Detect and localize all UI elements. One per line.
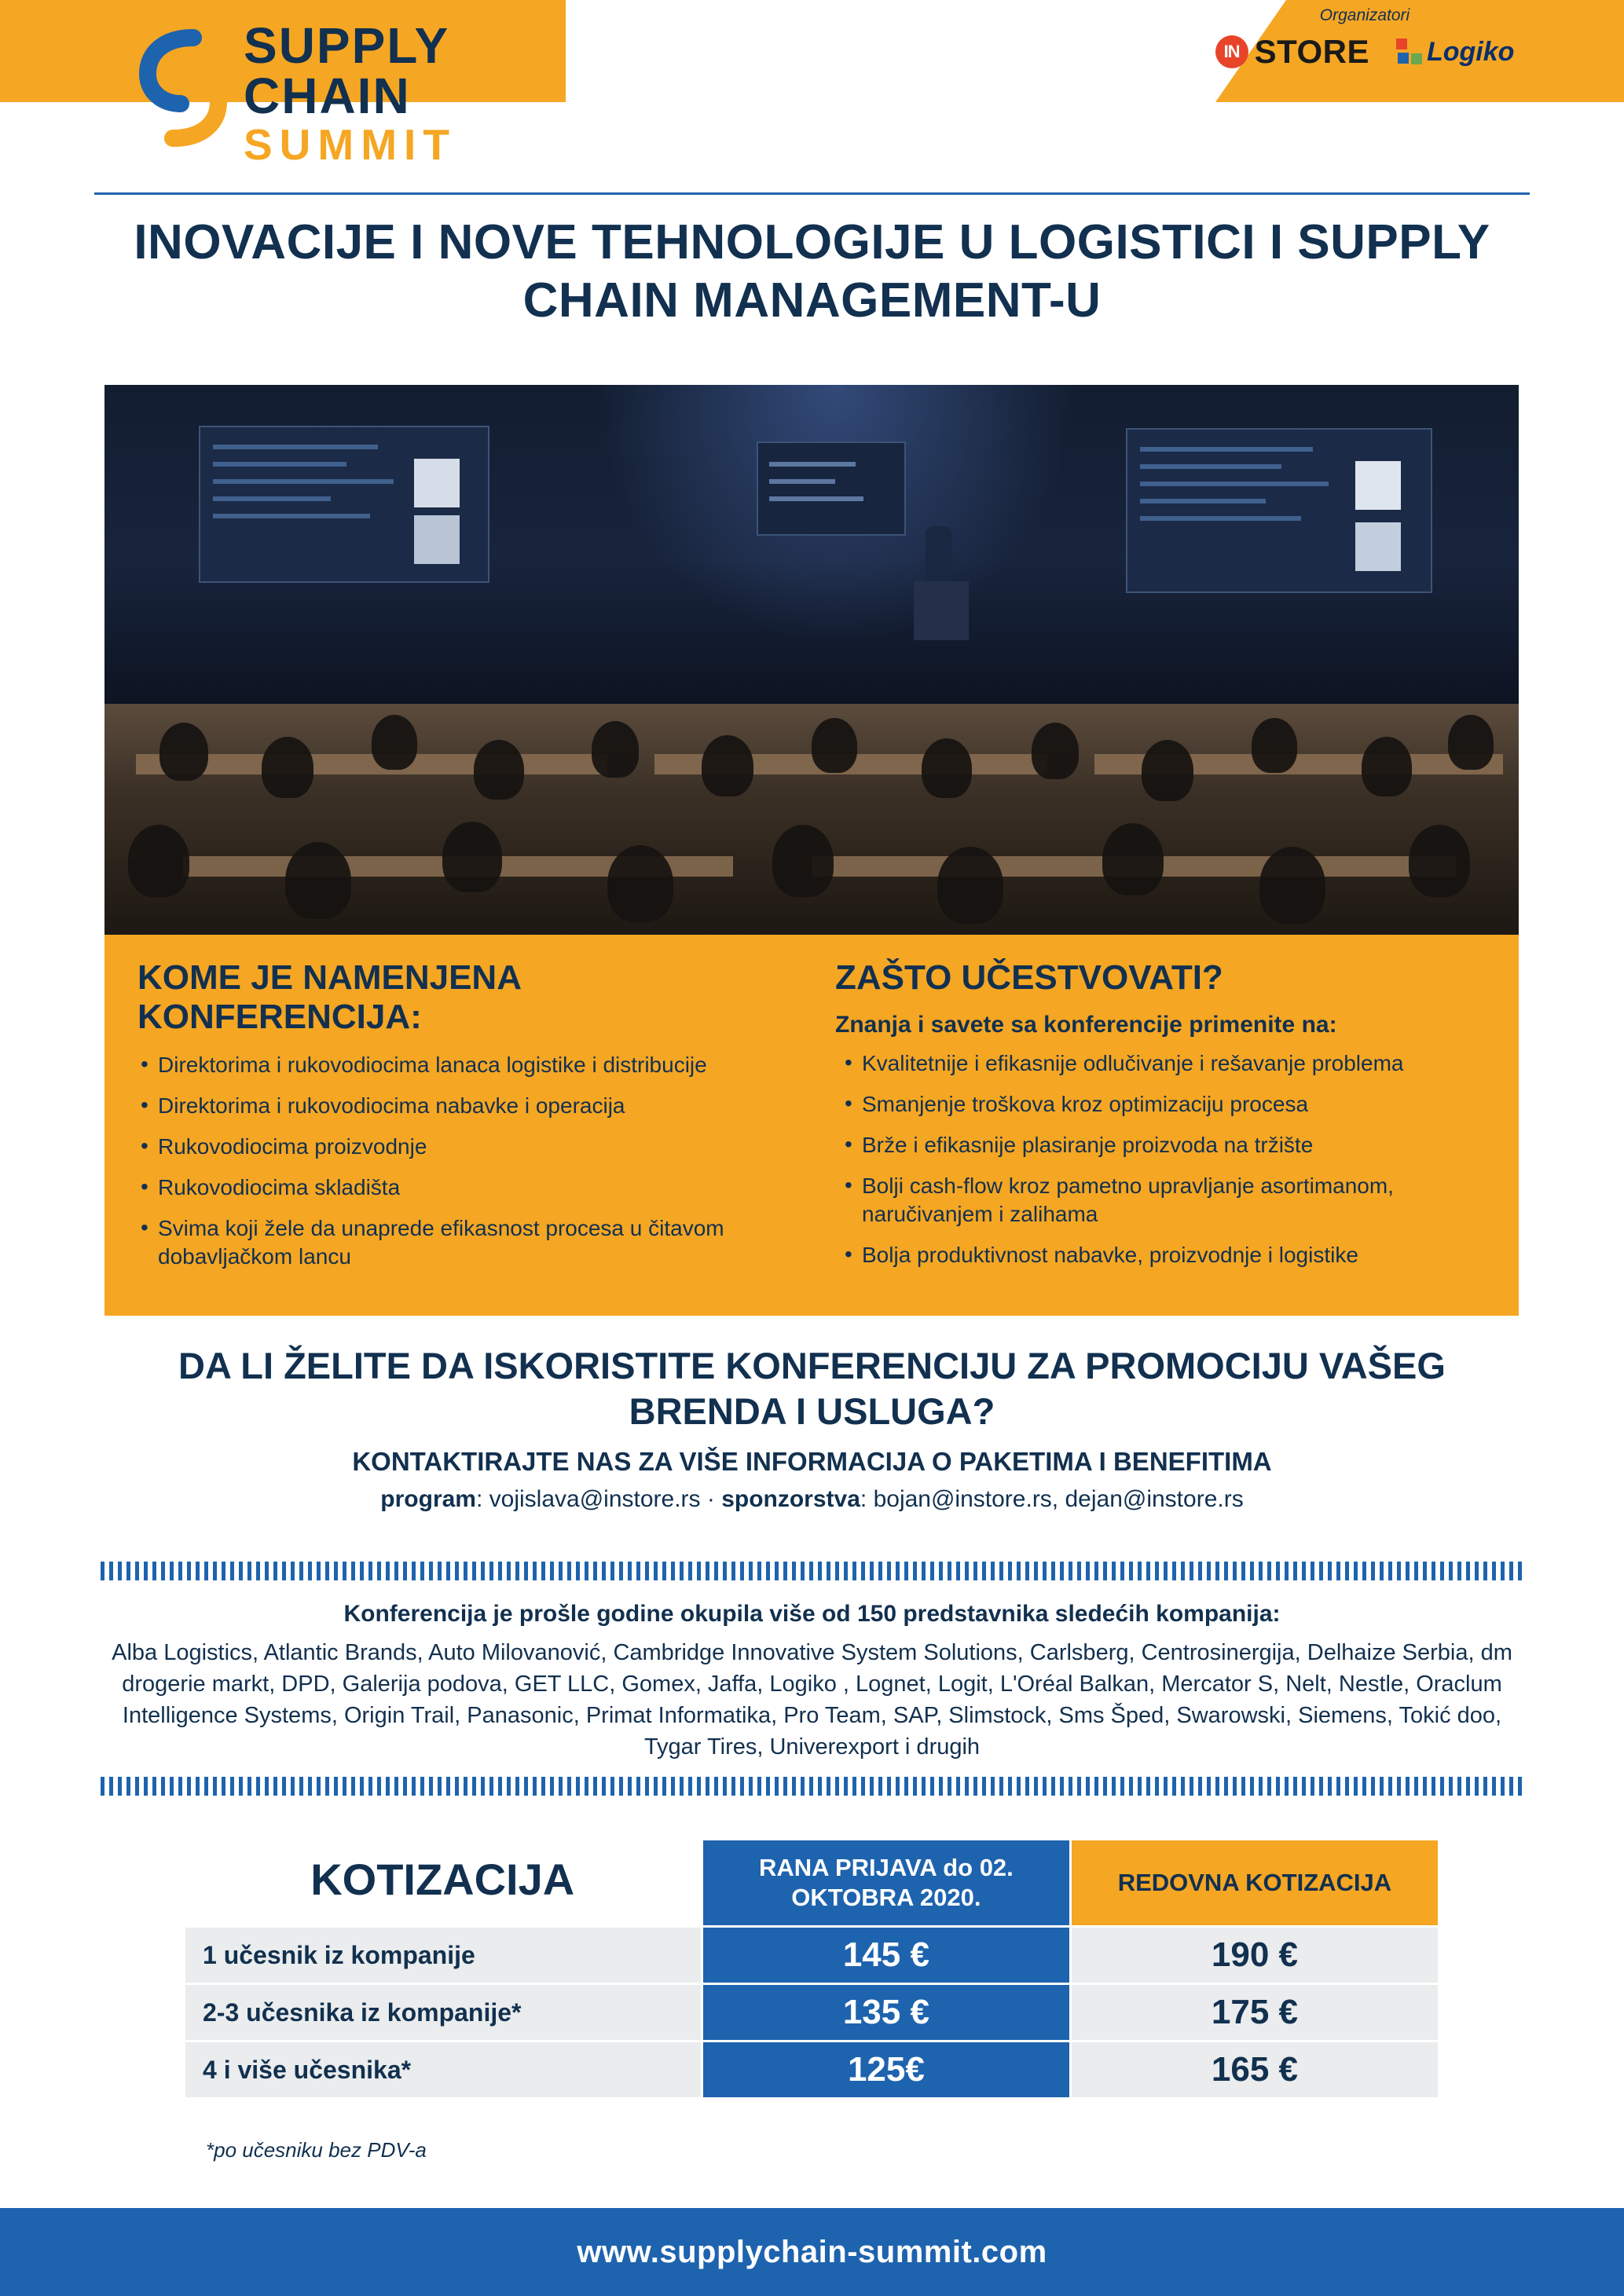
supply-chain-summit-logo: [118, 5, 558, 174]
page-header: [0, 0, 1624, 169]
why-participate-column: [812, 935, 1519, 1316]
table-row: [185, 1927, 1439, 1984]
row-regular-price: 165 €: [1070, 2041, 1439, 2099]
logiko-logo: [1396, 37, 1514, 68]
promo-sponsor-label: sponzorstva: [721, 1486, 860, 1512]
row-label: 1 učesnik iz kompanije: [185, 1927, 702, 1984]
instore-wordmark: STORE: [1254, 33, 1369, 70]
list-item: • Svima koji žele da unaprede efikasnost procesa u čitavom dobavljačkom lancu: [137, 1214, 780, 1271]
promo-program-email[interactable]: : vojislava@instore.rs ·: [475, 1486, 722, 1512]
list-item: • Rukovodiocima skladišta: [137, 1174, 780, 1202]
list-item: • Smanjenje troškova kroz optimizaciju procesa: [835, 1090, 1487, 1119]
row-early-price: 135 €: [702, 1984, 1070, 2041]
row-early-price: 145 €: [702, 1927, 1070, 1984]
list-item: • Kvalitetnije i efikasnije odlučivanje i rešavanje problema: [835, 1049, 1487, 1078]
promo-contacts: [94, 1486, 1530, 1513]
list-item: • Bolja produktivnost nabavke, proizvodnje i logistike: [835, 1241, 1487, 1269]
list-item: • Rukovodiocima proizvodnje: [137, 1133, 780, 1161]
table-row: [185, 2041, 1439, 2099]
table-row: [185, 1984, 1439, 2041]
header-divider: [94, 192, 1530, 195]
pricing-table: [183, 1838, 1440, 2100]
companies-list: Alba Logistics, Atlantic Brands, Auto Milovanović, Cambridge Innovative System Solutions, Carlsberg, Centrosinergija, Delhaize Serbia, dm drogerie markt, DPD, Galerija podova, GET LLC, Gomex, Jaffa, Logiko , Lognet, Logit, L'Oréal Balkan, Mercator S, Nelt, Nestle, Oraclum Intelligence Systems, Origin Trail, Panasonic, Primat Informatika, Pro Team, SAP, Slimstock, Sms Šped, Swarowski, Siemens, Tokić doo, Tygar Tires, Univerexport i drugih: [112, 1640, 1512, 1760]
table-header-row: [185, 1840, 1439, 1927]
why-heading: ZAŠTO UČESTVOVATI?: [835, 958, 1223, 997]
divider-top: [101, 1562, 1523, 1580]
audience-column: [104, 935, 812, 1316]
row-early-price: 125€: [702, 2041, 1070, 2099]
pricing-title: KOTIZACIJA: [310, 1854, 575, 1904]
conference-hall-photo: [104, 385, 1519, 935]
promo-program-label: program: [380, 1486, 476, 1512]
promo-heading: DA LI ŽELITE DA ISKORISTITE KONFERENCIJU ZA PROMOCIJU VAŠEG BRENDA I USLUGA?: [178, 1345, 1446, 1432]
instore-badge-icon: IN: [1215, 35, 1248, 68]
column-early-bird: RANA PRIJAVA do 02. OKTOBRA 2020.: [702, 1840, 1070, 1927]
companies-section: [110, 1601, 1514, 1763]
why-list: [835, 1049, 1487, 1269]
organizers-label: Organizatori: [1319, 6, 1410, 24]
list-item: • Brže i efikasnije plasiranje proizvoda na tržište: [835, 1131, 1487, 1159]
orange-info-panel: [104, 935, 1519, 1316]
page-footer: [0, 2208, 1624, 2296]
organizers-block: [1223, 6, 1515, 71]
companies-heading: Konferencija je prošle godine okupila više od 150 predstavnika sledećih kompanija:: [343, 1601, 1281, 1627]
page-title: INOVACIJE I NOVE TEHNOLOGIJE U LOGISTICI I SUPPLY CHAIN MANAGEMENT-U: [134, 215, 1490, 328]
list-item: • Direktorima i rukovodiocima nabavke i operacija: [137, 1092, 780, 1120]
logiko-mark-icon: [1396, 38, 1423, 65]
audience-heading: KOME JE NAMENJENA KONFERENCIJA:: [137, 958, 521, 1036]
row-regular-price: 190 €: [1070, 1927, 1439, 1984]
pricing-footnote: *po učesniku bez PDV-a: [206, 2138, 427, 2162]
promo-subheading: KONTAKTIRAJTE NAS ZA VIŠE INFORMACIJA O PAKETIMA I BENEFITIMA: [352, 1447, 1272, 1476]
list-item: • Direktorima i rukovodiocima lanaca logistike i distribucije: [137, 1051, 780, 1079]
logo-line-summit: SUMMIT: [244, 120, 456, 169]
row-regular-price: 175 €: [1070, 1984, 1439, 2041]
promo-section: [94, 1343, 1530, 1513]
website-link[interactable]: www.supplychain-summit.com: [577, 2234, 1047, 2269]
list-item: • Bolji cash-flow kroz pametno upravljanje asortimanom, naručivanjem i zalihama: [835, 1172, 1487, 1229]
row-label: 4 i više učesnika*: [185, 2041, 702, 2099]
logiko-wordmark: Logiko: [1427, 36, 1515, 67]
divider-bottom: [101, 1777, 1523, 1796]
logo-line-chain: CHAIN: [244, 68, 411, 124]
promo-sponsor-emails[interactable]: : bojan@instore.rs, dejan@instore.rs: [860, 1486, 1244, 1512]
logo-line-supply: SUPPLY: [244, 17, 450, 74]
chain-link-logo-icon: [132, 25, 234, 151]
why-subheading: Znanja i savete sa konferencije primenite na:: [835, 1012, 1337, 1038]
row-label: 2-3 učesnika iz kompanije*: [185, 1984, 702, 2041]
column-regular: REDOVNA KOTIZACIJA: [1070, 1840, 1439, 1927]
audience-list: [137, 1051, 780, 1271]
instore-logo: [1215, 33, 1369, 71]
